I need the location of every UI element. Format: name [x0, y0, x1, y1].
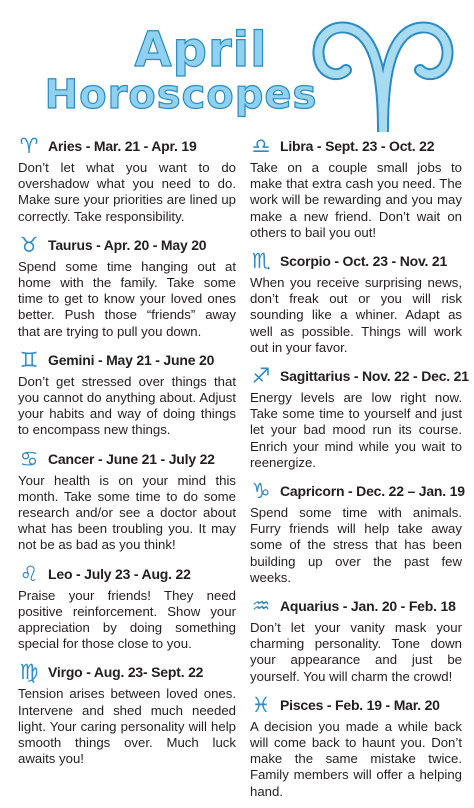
sign-sagittarius	[250, 364, 469, 471]
cancer-icon: ♋	[19, 446, 39, 471]
aries-icon: ♈	[19, 134, 39, 158]
gemini-icon: ♊	[19, 347, 39, 372]
sign-text: Take on a couple small jobs to make that extra cash you need. The work will be rewarding and you may make a new friend. Don’t wait on others to bail you out!	[250, 160, 462, 240]
sign-text: Don’t let what you want to do overshadow what you need to do. Make sure your priorities are lined up correctly. Take responsibility.	[18, 160, 236, 224]
sign-text: Praise your friends! They need positive reinforcement. Show your appreciation by doing something special for those close to you.	[18, 587, 236, 652]
sign-text: Tension arises between loved ones. Intervene and shed much needed light. Your caring personality will help smooth things over. Much luck awaits you!	[18, 686, 236, 767]
sign-text: A decision you made a while back will come back to haunt you. Don’t make the same mistake twice. Family members will offer a helping hand.	[250, 718, 462, 799]
sign-title: Cancer - June 21 - July 22	[48, 450, 215, 467]
sign-title: Aquarius - Jan. 20 - Feb. 18	[280, 598, 456, 615]
sign-text: Spend some time with animals. Furry friends will help take away some of the stress that has been building up over the past few weeks.	[250, 505, 462, 585]
title-line-2: Horoscopes	[44, 72, 318, 118]
sign-title: Leo - July 23 - Aug. 22	[48, 565, 191, 582]
sign-virgo	[18, 660, 236, 767]
virgo-icon: ♍	[19, 660, 39, 685]
leo-icon: ♌	[19, 561, 39, 586]
sign-text: Your health is on your mind this month. Take some time to do some research and/or see a doctor about what has been troubling you. It may not be as bad as you think!	[18, 472, 236, 553]
sign-text: Don’t let your vanity mask your charming personality. Tone down your appearance and just be yourself. You will charm the crowd!	[250, 620, 462, 684]
sign-capricorn	[250, 479, 465, 586]
scorpio-icon: ♏	[251, 249, 271, 274]
sign-title: Sagittarius - Nov. 22 - Dec. 21	[280, 368, 469, 385]
sign-text: When you receive surprising news, don’t freak out or you will risk sounding like a whiner. Adapt as well as possible. Things will work out in your favor.	[250, 275, 462, 355]
sign-title: Scorpio - Oct. 23 - Nov. 21	[280, 253, 448, 270]
sign-aquarius	[250, 594, 462, 685]
title-line-1: April	[134, 22, 268, 78]
pisces-icon: ♓	[251, 692, 271, 717]
sign-libra	[250, 134, 462, 241]
sign-title: Capricorn - Dec. 22 – Jan. 19	[280, 483, 465, 500]
capricorn-icon: ♑	[251, 479, 271, 504]
sign-text: Energy levels are low right now. Take some time to yourself and just let your bad mood run its course. Enrich your mind while you wait to reenergize.	[250, 390, 462, 470]
sign-title: Pisces - Feb. 19 - Mar. 20	[280, 696, 440, 713]
sagittarius-icon: ♐	[251, 364, 271, 389]
right-column	[250, 134, 469, 808]
sign-title: Taurus - Apr. 20 - May 20	[48, 236, 207, 253]
sign-pisces	[250, 693, 462, 800]
sign-aries	[18, 134, 236, 225]
sign-taurus	[18, 233, 236, 340]
left-column	[18, 134, 236, 775]
sign-cancer	[18, 447, 236, 554]
sign-leo	[18, 562, 236, 653]
sign-text: Don’t get stressed over things that you cannot do anything about. Adjust your habits and way of doing things to encompass new things.	[18, 373, 236, 438]
sign-title: Virgo - Aug. 23- Sept. 22	[48, 664, 204, 681]
sign-title: Libra - Sept. 23 - Oct. 22	[280, 138, 435, 154]
taurus-icon: ♉	[19, 232, 39, 257]
sign-scorpio	[250, 249, 462, 356]
libra-icon: ♎	[251, 134, 271, 158]
aquarius-icon: ♒	[251, 594, 271, 619]
sign-title: Aries - Mar. 21 - Apr. 19	[48, 138, 197, 154]
sign-text: Spend some time hanging out at home with the family. Take some time to get to know your loved ones better. Push those “friends” away that are trying to pull you down.	[18, 258, 236, 339]
sign-gemini	[18, 348, 236, 439]
sign-title: Gemini - May 21 - June 20	[48, 351, 215, 368]
